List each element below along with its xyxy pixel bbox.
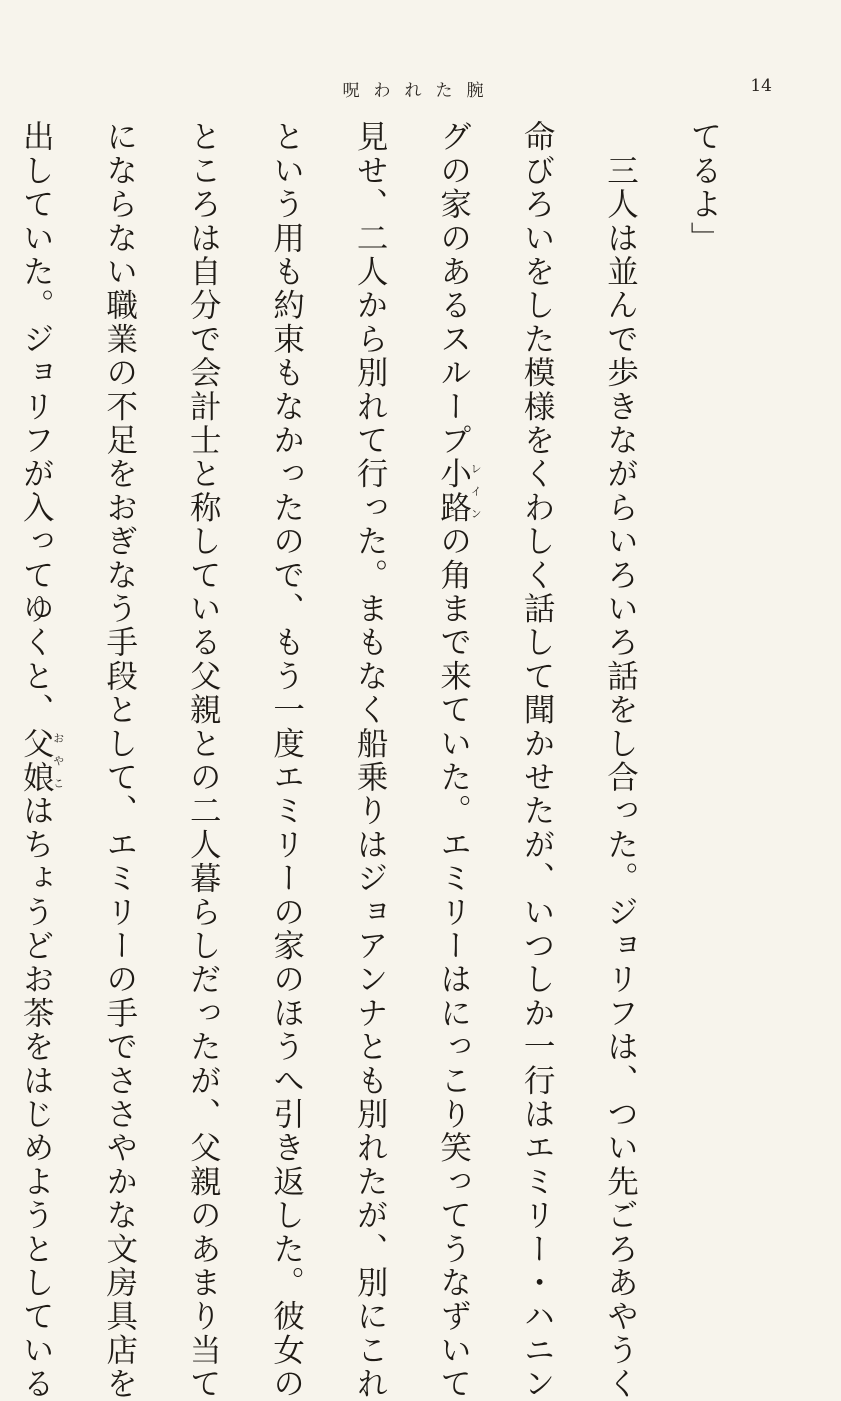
ruby-annotation: 小路レイン: [435, 457, 483, 525]
text-line: という用も約束もなかったので、もう一度エミリーの家のほうへ引き返した。彼女の: [268, 120, 305, 1401]
text-line: グの家のあるスループ小路レインの角まで来ていた。エミリーはにっこり笑ってうなずいて: [435, 120, 483, 1401]
body-text: [18, 120, 745, 1401]
ruby-annotation: 父娘おやこ: [18, 726, 65, 795]
page-number: 14: [750, 76, 772, 96]
running-title: 呪われた腕: [342, 81, 498, 101]
text-line: 命びろいをした模様をくわしく話して聞かせたが、いつしか一行はエミリー・ハニン: [519, 120, 556, 1401]
text-line: 見せ、二人から別れて行った。まもなく船乗りはジョアンナとも別れたが、別にこれ: [352, 120, 389, 1401]
text-line: てるよ」: [686, 120, 722, 255]
text-line: にならない職業の不足をおぎなう手段として、エミリーの手でささやかな文房具店を: [101, 120, 138, 1401]
text-line: 三人は並んで歩きながらいろいろ話をし合った。ジョリフは、つい先ごろあやうく: [602, 120, 639, 1401]
text-line: ところは自分で会計士と称している父親との二人暮らしだったが、父親のあまり当て: [185, 120, 222, 1401]
text-line: 出していた。ジョリフが入ってゆくと、父娘おやこはちょうどお茶をはじめようとしている: [18, 120, 65, 1401]
